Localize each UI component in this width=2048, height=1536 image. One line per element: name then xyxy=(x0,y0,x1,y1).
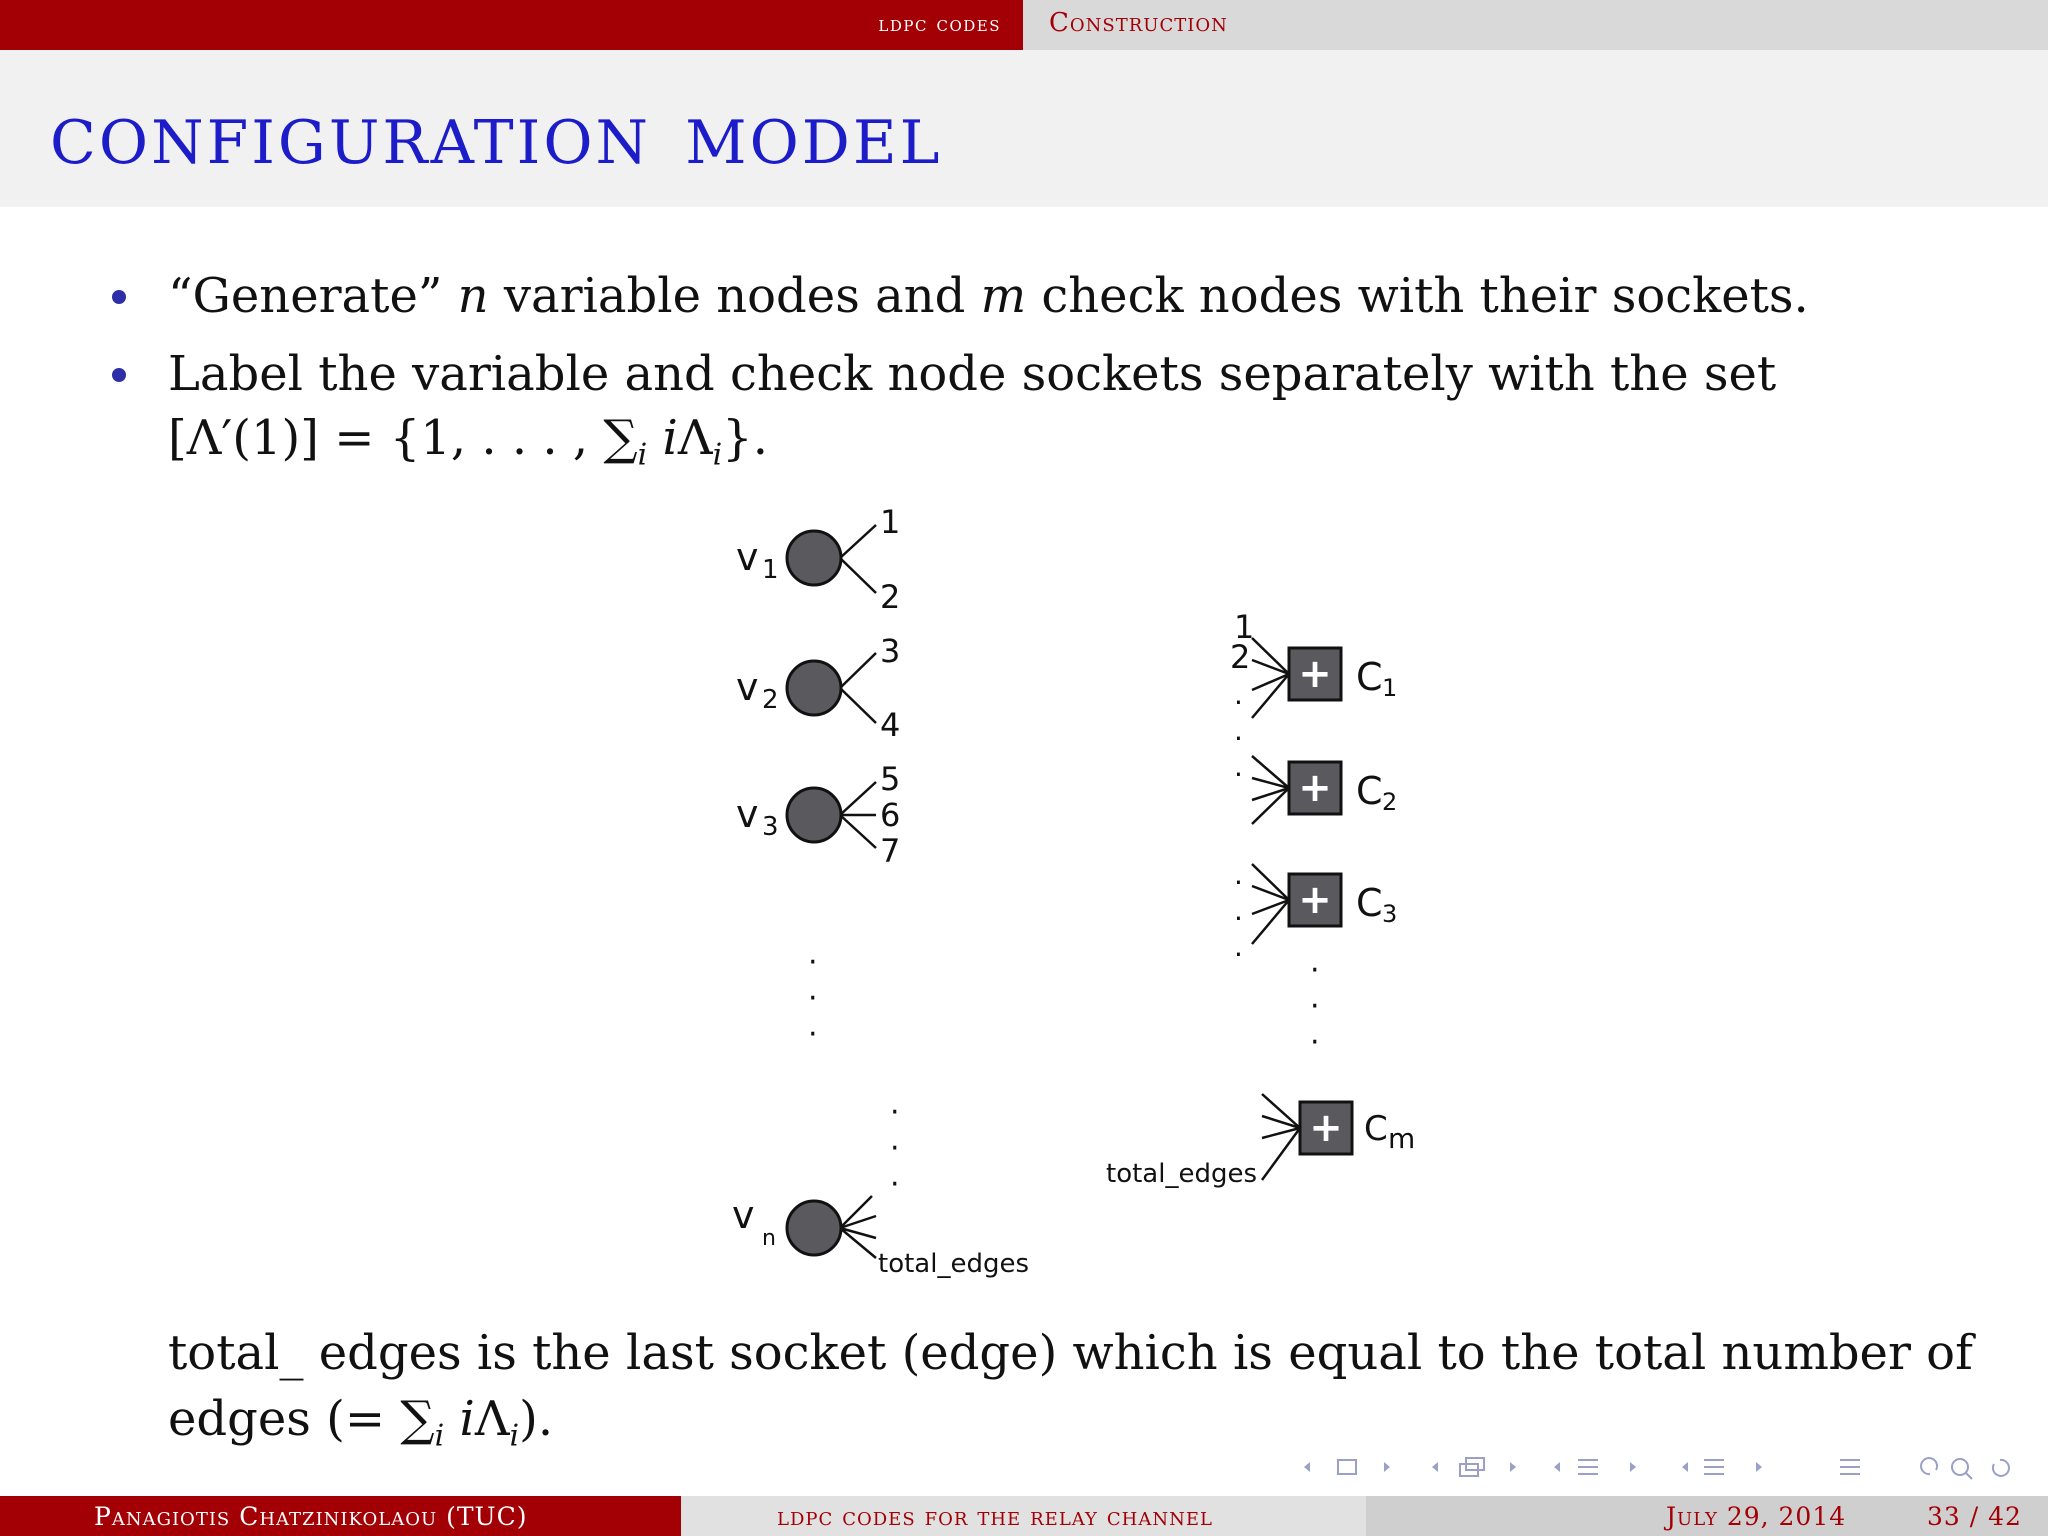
footer-author-cell xyxy=(0,1496,681,1536)
page-title: CONFIGURATION MODEL xyxy=(50,108,943,178)
vertical-ellipsis: · xyxy=(1310,989,1320,1024)
bullet-text: “Generate” xyxy=(168,268,458,324)
frame-title-bar xyxy=(0,50,2048,207)
footer-title-cell xyxy=(681,1496,1366,1536)
footer-short-title: ldpc codes for the relay channel xyxy=(777,1502,1213,1531)
vertical-ellipsis: · xyxy=(808,1017,818,1052)
variable-node-vn xyxy=(787,1201,841,1255)
socket-label: 7 xyxy=(880,832,901,870)
vertical-ellipsis: · xyxy=(808,981,818,1016)
footer-page-number: 33 / 42 xyxy=(1927,1502,2022,1531)
vertical-ellipsis: · xyxy=(1234,938,1243,971)
check-socket-label: 2 xyxy=(1230,638,1251,676)
cm-label: C xyxy=(1364,1109,1388,1149)
v1-sub: 1 xyxy=(762,555,779,585)
vertical-ellipsis: · xyxy=(1234,758,1243,791)
c3-sub: 3 xyxy=(1382,900,1398,928)
check-last-socket-label: total_edges xyxy=(1106,1159,1257,1189)
plus-icon: + xyxy=(1298,765,1332,811)
vertical-ellipsis: · xyxy=(890,1095,900,1130)
socket-label: 1 xyxy=(880,503,901,541)
total-edges-explanation: total_ edges is the last socket (edge) which is equal to the total number of xyxy=(168,1325,1973,1381)
lambda-index: i xyxy=(712,437,723,473)
bullet-label-sockets: Label the variable and check node sockets separately with the set xyxy=(168,346,1777,402)
vertical-ellipsis: · xyxy=(1310,1025,1320,1060)
plus-icon: + xyxy=(1298,651,1332,697)
vertical-ellipsis: · xyxy=(1234,722,1243,755)
formula-text: }. xyxy=(722,410,768,466)
socket-label: total_edges xyxy=(878,1249,1029,1279)
nav-doc-icon[interactable] xyxy=(1840,1460,1860,1474)
vertical-ellipsis: · xyxy=(890,1131,900,1166)
lambda-symbol: Λ xyxy=(474,1391,510,1447)
nav-subsubsection-icon[interactable] xyxy=(1682,1460,1762,1474)
variable-node-v2 xyxy=(787,661,841,715)
socket-label: 5 xyxy=(880,760,901,798)
nav-search-icon[interactable] xyxy=(1921,1458,2009,1479)
lambda-symbol: Λ xyxy=(677,410,713,466)
sum-index: i xyxy=(637,437,648,473)
sum-index: i xyxy=(434,1418,445,1454)
vertical-ellipsis: · xyxy=(1234,686,1243,719)
footer-date-cell xyxy=(1366,1496,2048,1536)
footer-bar xyxy=(0,1496,2048,1536)
math-var-i: i xyxy=(647,410,678,466)
socket-label: 3 xyxy=(880,632,901,670)
navigation-symbols xyxy=(1296,1450,2036,1484)
formula-text: ). xyxy=(519,1391,554,1447)
v3-label: v xyxy=(736,792,759,836)
v2-sub: 2 xyxy=(762,685,779,715)
nav-section-icon[interactable] xyxy=(1554,1460,1636,1474)
v1-label: v xyxy=(736,535,759,579)
nav-frame-icon[interactable] xyxy=(1304,1460,1390,1474)
section-link[interactable]: ldpc codes xyxy=(878,12,1001,37)
formula-text: edges (= xyxy=(168,1391,401,1447)
math-var-i: i xyxy=(444,1391,475,1447)
socket-label: 6 xyxy=(880,796,901,834)
c1-label: C xyxy=(1356,655,1383,699)
c1-sub: 1 xyxy=(1382,674,1398,702)
top-navigation-bar xyxy=(0,0,2048,50)
lambda-index: i xyxy=(509,1418,520,1454)
sum-symbol: ∑ xyxy=(603,410,638,466)
math-var-m: m xyxy=(980,268,1027,324)
footer-author: Panagiotis Chatzinikolaou (TUC) xyxy=(94,1502,528,1531)
subsection-link[interactable]: Construction xyxy=(1049,8,1228,38)
v2-label: v xyxy=(736,665,759,709)
navigation-symbols-graphic xyxy=(1296,1450,2036,1484)
cm-sub: m xyxy=(1388,1122,1416,1155)
vertical-ellipsis: · xyxy=(1234,866,1243,899)
vertical-ellipsis: · xyxy=(1310,953,1320,988)
v3-sub: 3 xyxy=(762,812,779,842)
footer-date: July 29, 2014 xyxy=(1666,1502,1847,1531)
vertical-ellipsis: · xyxy=(1234,902,1243,935)
bullet-text: check nodes with their sockets. xyxy=(1026,268,1809,324)
vn-sub: n xyxy=(762,1226,776,1251)
subsection-tab[interactable] xyxy=(1023,0,2048,50)
configuration-model-diagram xyxy=(700,490,1460,1300)
vertical-ellipsis: · xyxy=(808,945,818,980)
vn-label: v xyxy=(732,1193,755,1237)
variable-node-v3 xyxy=(787,788,841,842)
plus-icon: + xyxy=(1298,877,1332,923)
bullet-marker xyxy=(112,368,126,382)
bullet-text: variable nodes and xyxy=(488,268,981,324)
bullet-generate xyxy=(168,262,1809,330)
section-tab[interactable] xyxy=(0,0,1023,50)
plus-icon: + xyxy=(1309,1105,1343,1151)
c2-sub: 2 xyxy=(1382,788,1398,816)
bullet-marker xyxy=(112,290,126,304)
nav-subsection-icon[interactable] xyxy=(1432,1458,1516,1476)
math-var-n: n xyxy=(457,268,489,324)
check-socket-label: 1 xyxy=(1234,608,1255,646)
c2-label: C xyxy=(1356,769,1383,813)
socket-label: 4 xyxy=(880,706,901,744)
total-edges-formula xyxy=(168,1386,553,1470)
sum-symbol: ∑ xyxy=(400,1391,435,1447)
formula-text: [Λ′(1)] = {1, . . . , xyxy=(168,410,604,466)
vertical-ellipsis: · xyxy=(890,1167,900,1202)
socket-set-formula xyxy=(168,410,768,473)
c3-label: C xyxy=(1356,881,1383,925)
socket-label: 2 xyxy=(880,578,901,616)
variable-node-v1 xyxy=(787,531,841,585)
